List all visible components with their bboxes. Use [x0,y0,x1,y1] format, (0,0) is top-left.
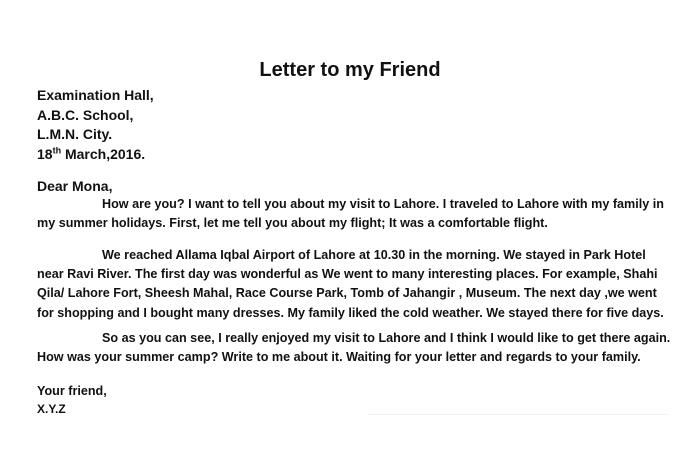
letter-date [37,145,154,165]
paragraph-line: How are you? I want to tell you about my visit to Lahore. I traveled to Lahore with my family in [102,197,664,211]
paragraph-1 [37,195,662,233]
address-line-1: Examination Hall, [37,87,154,103]
paragraph-3 [37,329,671,367]
paragraph-line: So as you can see, I really enjoyed my visit to Lahore and I think I would like to get there again. [102,331,671,345]
date-suffix: th [52,144,62,155]
date-rest: March,2016. [61,145,146,162]
faint-divider [368,414,668,415]
paragraph-line: We reached Allama Iqbal Airport of Lahore at 10.30 in the morning. We stayed in Park Hotel [102,248,646,262]
date-day: 18 [37,145,53,162]
address-line-2: A.B.C. School, [37,106,134,123]
paragraph-line: for shopping and I bought many dresses. My family liked the cold weather. We stayed there for five days. [37,305,664,320]
paragraph-line: my summer holidays. First, let me tell you about my flight; It was a comfortable flight. [37,216,548,231]
salutation: Dear Mona, [37,178,113,194]
paragraph-line: Qila/ Lahore Fort, Sheesh Mahal, Race Course Park, Tomb of Jahangir , Museum. The next day ,we went [37,286,657,301]
signature: X.Y.Z [37,402,66,416]
closing: Your friend, [37,384,107,398]
letter-title: Letter to my Friend [259,59,441,81]
address-line-3: L.M.N. City. [37,126,113,142]
paragraph-line: How was your summer camp? Write to me about it. Waiting for your letter and regards to your family. [37,350,641,365]
paragraph-2 [37,246,662,323]
sender-address [37,86,154,164]
paragraph-line: near Ravi River. The first day was wonderful as We went to many interesting places. For example, Shahi [37,267,658,282]
